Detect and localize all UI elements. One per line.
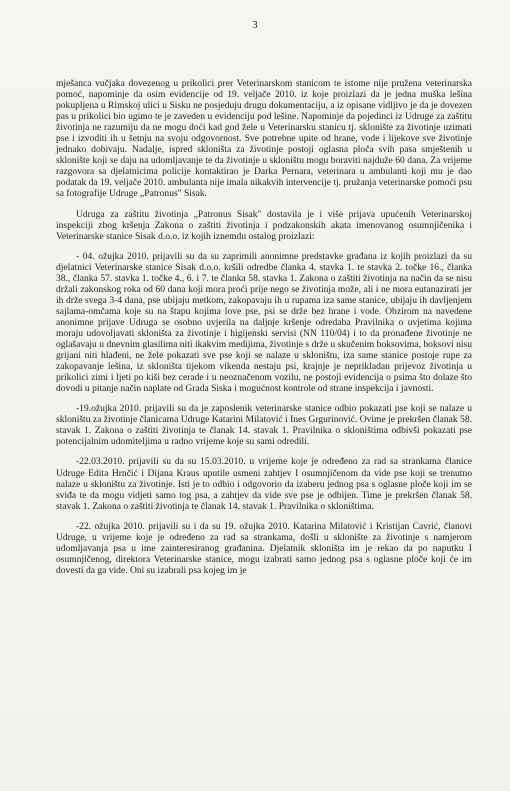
paragraph-continuation: mješanca vučjaka dovezenog u prikolici prer Veterinarskom stanicom te istome nije pružena veterinarska pomoć, napominje da osim evidencije od 19. veljače 2010. iz koje proizlazi da je jedna muška lešina pokupljena u Rimskoj ulici u Sisku ne posjeduju drugu dokumentaciju, a iz opisane vidljivo je da je dovezen pas u prikolici bio ugimo te je zaveden u evidenciju pod lešine. Napominje da pojedinci iz Udruge za zaštitu životinja ne razumiju da ne mogu doći kad god žele u Veterinarsku stanicu tj. sklonište za životinje uzimati pse i izvoditi ih u šetnju na svoju odgovornost. Sve potrebne upite od hrane, vode i lijekove sve životinje jednako dobivaju. Nadalje, ispred skloništa za životinje postoji oglasna ploča svih pasa smještenih u sklonište koji se daju na udomljavanje te da životinje u skloništu mogu boraviti najduže 60 dana. Za vrijeme razgovora sa djelatnicima policije kontaktirao je Darka Pernara, veterinara u ambulanti koji mu je dao podatak da 19. veljače 2010. ambulanta nije imala nikakvih intervencije tj. pružanja veterinarske pomoći psu sa fotografije Udruge „Patronus" Sisak. — [56, 78, 472, 200]
page-number: 3 — [252, 20, 258, 31]
paragraph-report-22-03: -22.03.2010. prijavili su da su 15.03.2010. u vrijeme koje je određeno za rad sa strankama članice Udruge Edita Hrnčić i Dijana Kraus uputile usmeni zahtjev I osumnjičenom da vide pse koji se trenutno nalaze u skloništu za životinje. Isti je to odbio i odgovorio da izaberu jednog psa s oglasne ploče koji im se sviđa te da mogu vidjeti samo tog psa, a zahtjev da vide sve pse je odbijen. Time je prekršen članak 58. stavak 1. Zakona o zaštiti životinja te članak 14. stavak 1. Pravilnika o skloništima. — [56, 456, 472, 512]
paragraph-report-22-march: -22. ožujka 2010. prijavili su i da su 19. ožujka 2010. Katarina Milatović i Kristijan Cavrić, članovi Udruge, u vrijeme koje je određeno za rad sa strankama, došli u sklonište za životinje s namjerom udomljavanja psa u ime zainteresiranog građanina. Djelatnik skloništa im je rekao da po naputku I osumnjičenog, direktora Veterinarske stanice, mogu izabrati samo jednog psa s oglasne ploče koji će im dovesti da ga vide. Oni su izabrali psa kojeg im je — [56, 520, 472, 576]
paragraph-report-04-march: - 04. ožujka 2010. prijavili su da su zaprimili anonimne predstavke građana iz kojih proizlazi da su djelatnici Veterinarske stanice Sisak d.o.o. kršili odredbe članka 4. stavka 1. te stavka 2. točke 16., članka 38., članka 57. stavka 1. točke 4., 6. i 7. te članka 58. stavka 1. Zakona o zaštiti životinja na način da se nisu držali zakonskog roka od 60 dana koji mora proći prije nego se životinja može, ali i ne mora eutanazirati jer ih drže svega 3-4 dana, pse ubijaju metkom, zakopavaju ih u rupama iza same stanice, ubijaju ih davljenjem sajlama-omčama koje su na štapu kojima love pse, psi se drže bez hrane i vode. Obzirom na navedene anonimne prijave Udruga se osobno uvjerila na daljnje kršenje odredaba Pravilnika o uvjetima kojima moraju udovoljavati skloništa za životinje i higijenski servisi (NN 110/04) i to da pronađene životinje ne oglašavaju u dnevnim glasilima niti ikakvim medijima, životinje s drže u skučenim boksovima, boksovi nisu grijani niti hlađeni, ne žele pokazati sve pse koji se nalaze u skloništu, iza same stanice postoje rupe za zakopavanje lešina, iz skloništa tijekom vikenda nestaju psi, krajnje je neprikladan prijevoz životinja u prikolici zimi i ljeti po kiši bez cerade i u neoznačenom vozilu, ne postoji evidencija o psima što dolaze što dovodi u pitanje način naplate od Grada Siska i mogućnost kontrole od strane inspekcija i javnosti. — [56, 250, 472, 395]
document-body — [56, 78, 472, 585]
paragraph-report-19-march: -19.ožujka 2010. prijavili su da je zaposlenik veterinarske stanice odbio pokazati pse koji se nalaze u skloništu za životinje članicama Udruge Katarini Milatović i Ines Grgurinović. Ovime je prekršen članak 58. stavak 1. Zakona o zaštiti životinja te članak 14. stavak 1. Pravilnika o skloništima odbivši pokazati pse potencijalnim udomiteljima u radno vrijeme koje su sami odredili. — [56, 403, 472, 448]
paragraph-reports-intro: Udruga za zaštitu životinja „Patronus Sisak" dostavila je i više prijava upućenih Veterinarskoj inspekciji zbog kršenja Zakona o zaštiti životinja i podzakonskih akata imenovanog osumnjičenika i Veterinarske stanice Sisak d.o.o. iz kojih iznemdu ostalog proizlazi: — [56, 208, 472, 242]
